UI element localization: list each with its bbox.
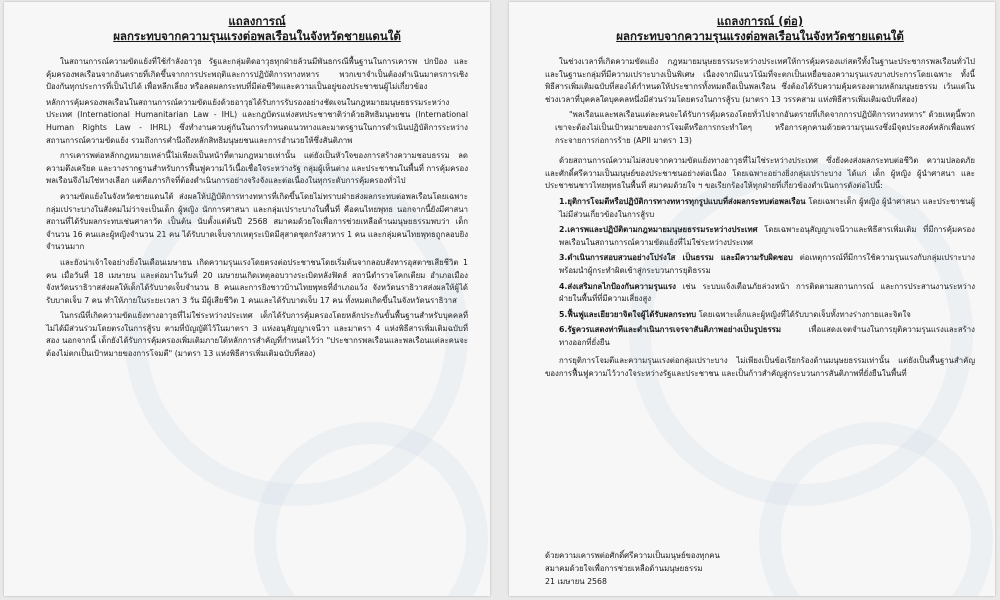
recommendation-item — [545, 252, 975, 277]
page-title: แถลงการณ์ (ต่อ) — [716, 14, 804, 28]
paragraph: ในช่วงเวลาที่เกิดความขัดแย้ง กฎหมายมนุษยธรรมระหว่างประเทศให้การคุ้มครองแก่สตรีทั้งในฐานะประชากรพลเรือนทั่วไป และในฐานะกลุ่มที่มีความเปราะบางเป็นพิเศษ เนื่องจากมีแนวโน้มที่จะตกเป็นเหยื่อของความรุนแรงบางประการโดยเฉพาะ ทั้งนี้ พิธีสารเพิ่มเติมฉบับที่สองได้กำหนดให้ประชากรทั้งหมดถือเป็นพลเรือน ซึ่งต้องได้รับความคุ้มครองตามหลักมนุษยธรรม เว้นแต่ในช่วงเวลาที่บุคคลใดบุคคลหนึ่งมีส่วนร่วมโดยตรงในการสู้รบ (มาตรา 13 วรรคสาม แห่งพิธีสารเพิ่มเติมฉบับที่สอง) — [545, 57, 975, 104]
recommendation-body: โดยเฉพาะเด็ก ผู้หญิง ผู้นำศาสนา และประชาชนผู้ไม่มีส่วนเกี่ยวข้องในการสู้รบ — [559, 196, 975, 219]
paragraph: ในกรณีที่เกิดความขัดแย้งทางอาวุธที่ไม่ใช่ระหว่างประเทศ เด็กได้รับการคุ้มครองโดยหลักประกันขั้นพื้นฐานสำหรับบุคคลที่ไม่ได้มีส่วนร่วมโดยตรงในการสู้รบ ตามที่บัญญัติไว้ในมาตรา 3 แห่งอนุสัญญาเจนีวา และมาตรา 4 แห่งพิธีสารเพิ่มเติมฉบับที่สอง นอกจากนี้ เด็กยังได้รับการคุ้มครองเพิ่มเติมภายใต้หลักการสำคัญที่กำหนดไว้ว่า "ประชากรพลเรือนและพลเรือนแต่ละคนจะต้องไม่ตกเป็นเป้าหมายของการโจมตี" (มาตรา 13 แห่งพิธีสารเพิ่มเติมฉบับที่สอง) — [46, 311, 468, 359]
recommendation-heading: 6.รัฐควรแสดงท่าทีและดำเนินการเจรจาสันติภาพอย่างเป็นรูปธรรม — [559, 325, 781, 335]
statement-page-right — [509, 2, 995, 596]
paragraph: ในสถานการณ์ความขัดแย้งที่ใช้กำลังอาวุธ รัฐและกลุ่มติดอาวุธทุกฝ่ายล้วนมีพันธกรณีพื้นฐานในการเคารพ ปกป้อง และคุ้มครองพลเรือนจากอันตรายที่เกิดขึ้นจากการประพฤติและการปฏิบัติการทางทหาร พวกเขาจำเป็นต้องดำเนินมาตรการเชิงป้องกันทุกประการที่เป็นไปได้ เพื่อหลีกเลี่ยง หรือลดผลกระทบที่มีต่อชีวิตและความเป็นอยู่ของประชาชนผู้ไม่เกี่ยวข้อง — [46, 57, 468, 92]
paragraph: และยังน่าเจ้าใจอย่างยิ่งในเดือนเมษายน เกิดความรุนแรงโดยตรงต่อประชาชนโดยเริ่มต้นจากลอบสังหารอุสตาซเสียชีวิต 1 คน เมื่อวันที่ 18 เมษายน และต่อมาในวันที่ 20 เมษายนเกิดเหตุลอบวางระเบิดหลังฟิดส์ สถานีตำรวจโคกเตียม อำเภอเมือง จังหวัดนราธิวาสส่งผลให้เด็กได้รับบาดเจ็บจำนวน 8 คนและการยิงชาวบ้านไทยพุทธที่อำเภอแว้ง จังหวัดนราธิวาสส่งผลให้ผู้ได้รับบาดเจ็บ 7 คน ทำให้ภายในระยะเวลา 3 วัน มีผู้เสียชีวิต 1 คนและได้รับบาดเจ็บ 17 คน ทั้งหมดเกิดขึ้นในจังหวัดนราธิวาส — [46, 257, 468, 305]
signature-date: 21 เมษายน 2568 — [545, 577, 607, 586]
recommendation-heading: 3.ดำเนินการสอบสวนอย่างโปร่งใส เป็นธรรม และมีความรับผิดชอบ — [559, 253, 793, 263]
page-subtitle: ผลกระทบจากความรุนแรงต่อพลเรือนในจังหวัดชายแดนใต้ — [113, 29, 401, 43]
paragraph: ความขัดแย้งในจังหวัดชายแดนใต้ ส่งผลให้ปฏิบัติการทางทหารที่เกิดขึ้นโดยไม่ทราบฝ่ายส่งผลกระทบต่อพลเรือนโดยเฉพาะกลุ่มเปราะบางในสังคมไม่ว่าจะเป็นเด็ก ผู้หญิง นักการศาสนา และกลุ่มเปราะบางในพื้นที่ คือคนไทยพุทธ นอกจากนี้ยังมีศาสนาสถานที่ได้รับผลกระทบเช่นศาลาวัด เป็นต้น นับตั้งแต่ต้นปี 2568 สมาคมด้วยใจเพื่อการช่วยเหลือด้านมนุษยธรรมพบว่า เด็กจำนวน 16 คนและผู้หญิงจำนวน 21 คน ได้รับบาดเจ็บจากเหตุระเบิดมีสุสาดชุดกรังสาหาร 1 คน และกลุ่มคนไทยพุทธถูกลอบยิงจำนวนมาก — [46, 191, 468, 252]
recommendation-heading: 1.ยุติการโจมตีหรือปฏิบัติการทางทหารทุกรูปแบบที่ส่งผลกระทบต่อพลเรือน — [559, 196, 806, 206]
recommendation-heading: 4.ส่งเสริมกลไกป้องกันความรุนแรง — [559, 281, 676, 291]
intro-paragraph: ด้วยสถานการณ์ความไม่สงบจากความขัดแย้งทางอาวุธที่ไม่ใช่ระหว่างประเทศ ซึ่งยังคงส่งผลกระทบต่อชีวิต ความปลอดภัย และศักดิ์ศรีความเป็นมนุษย์ของประชาชนอย่างต่อเนื่อง โดยเฉพาะอย่างยิ่งกลุ่มเปราะบาง ได้แก่ เด็ก ผู้หญิง ผู้นำศาสนา และประชาชนชาวไทยพุทธในพื้นที่ สมาคมด้วยใจ ฯ ขอเรียกร้องให้ทุกฝ่ายที่เกี่ยวข้องดำเนินการดังต่อไปนี้: — [545, 156, 975, 191]
recommendation-item — [545, 196, 975, 221]
signature-block — [545, 549, 720, 588]
recommendation-item — [545, 224, 975, 249]
recommendation-body: โดยเฉพาะอนุสัญญาเจนีวาและพิธีสารเพิ่มเติม ที่มีการคุ้มครองพลเรือนในสถานการณ์ความขัดแย้งที่ไม่ใช่ระหว่างประเทศ — [559, 225, 975, 247]
page-subtitle: ผลกระทบจากความรุนแรงต่อพลเรือนในจังหวัดชายแดนใต้ — [616, 29, 904, 43]
watermark-logo-small — [254, 422, 488, 596]
recommendation-item — [545, 309, 975, 322]
recommendation-item — [545, 281, 975, 306]
closing-paragraph: การยุติการโจมตีและความรุนแรงต่อกลุ่มเปราะบาง ไม่เพียงเป็นข้อเรียกร้องด้านมนุษยธรรมเท่านั้น แต่ยังเป็นพื้นฐานสำคัญของการฟื้นฟูความไว้วางใจระหว่างรัฐและประชาชน และเป็นก้าวสำคัญสู่กระบวนการสันติภาพที่ยั่งยืนในพื้นที่ — [545, 356, 975, 379]
signature-line: ด้วยความเคารพต่อศักดิ์ศรีความเป็นมนุษย์ของทุกคน — [545, 551, 720, 560]
recommendation-item — [545, 324, 975, 349]
recommendation-body: เพื่อแสดงเจตจำนงในการยุติความรุนแรงและสร้างทางออกที่ยั่งยืน — [559, 325, 975, 347]
quote-paragraph: "พลเรือนและพลเรือนแต่ละคนจะได้รับการคุ้มครองโดยทั่วไปจากอันตรายที่เกิดจากการปฏิบัติการทางทหาร" ด้วยเหตุนี้พวกเขาจะต้องไม่เป็นเป้าหมายของการโจมตีหรือการกระทำใดๆ หรือการคุกคามด้วยความรุนแรงซึ่งมีจุดประสงค์หลักเพื่อแพร่กระจายการก่อการร้าย (APII มาตรา 13) — [555, 110, 975, 145]
recommendation-heading: 2.เคารพและปฏิบัติตามกฎหมายมนุษยธรรมระหว่างประเทศ — [559, 225, 758, 235]
recommendation-body: ต่อเหตุการณ์ที่มีการใช้ความรุนแรงกับกลุ่มเปราะบาง พร้อมนำผู้กระทำผิดเข้าสู่กระบวนการยุติธรรม — [559, 253, 975, 275]
statement-page-left — [4, 2, 490, 596]
recommendation-body: โดยเฉพาะเด็กและผู้หญิงที่ได้รับบาดเจ็บทั้งทางร่างกายและจิตใจ — [696, 309, 911, 319]
recommendation-heading: 5.ฟื้นฟูและเยียวยาจิตใจผู้ได้รับผลกระทบ — [559, 309, 697, 319]
page-title: แถลงการณ์ — [228, 14, 286, 28]
paragraph: หลักการคุ้มครองพลเรือนในสถานการณ์ความขัดแย้งด้วยอาวุธได้รับการรับรองอย่างชัดเจนในกฎหมายมนุษยธรรมระหว่างประเทศ (International Humanitarian Law - IHL) และกฎบัตรแห่งสหประชาชาติว่าด้วยสิทธิมนุษยชน (International Human Rights Law - IHRL) ซึ่งทำงานควบคู่กันในการกำหนดแนวทางและมาตรฐานในการดำเนินปฏิบัติการระหว่างสถานการณ์ความขัดแย้ง รวมถึงการคำนึงถึงหลักสิทธิมนุษยชนและการอำนวยให้ซึ่งสันติภาพ — [46, 97, 468, 145]
signature-organization: สมาคมด้วยใจเพื่อการช่วยเหลือด้านมนุษยธรรม — [545, 564, 703, 573]
watermark-logo-small — [759, 422, 993, 596]
paragraph: การเคารพต่อหลักกฎหมายเหล่านี้ไม่เพียงเป็นหน้าที่ตามกฎหมายเท่านั้น แต่ยังเป็นหัวใจของการสร้างความชอบธรรม ลดความตึงเครียด และวางรากฐานสำหรับการฟื้นฟูความไว้เนื้อเชื่อใจระหว่างรัฐ กลุ่มผู้เห็นต่าง และประชาชนในพื้นที่ การคุ้มครองพลเรือนจึงไม่ใช่ทางเลือก แต่คือภารกิจที่ต้องดำเนินการอย่างจริงจังและต่อเนื่องในทุกระดับการคุ้มครองทั่วไป — [46, 151, 468, 186]
recommendation-body: เช่น ระบบแจ้งเตือนภัยล่วงหน้า การติดตามสถานการณ์ และการประสานงานระหว่างฝ่ายในพื้นที่ที่มีความเสี่ยงสูง — [559, 281, 975, 304]
